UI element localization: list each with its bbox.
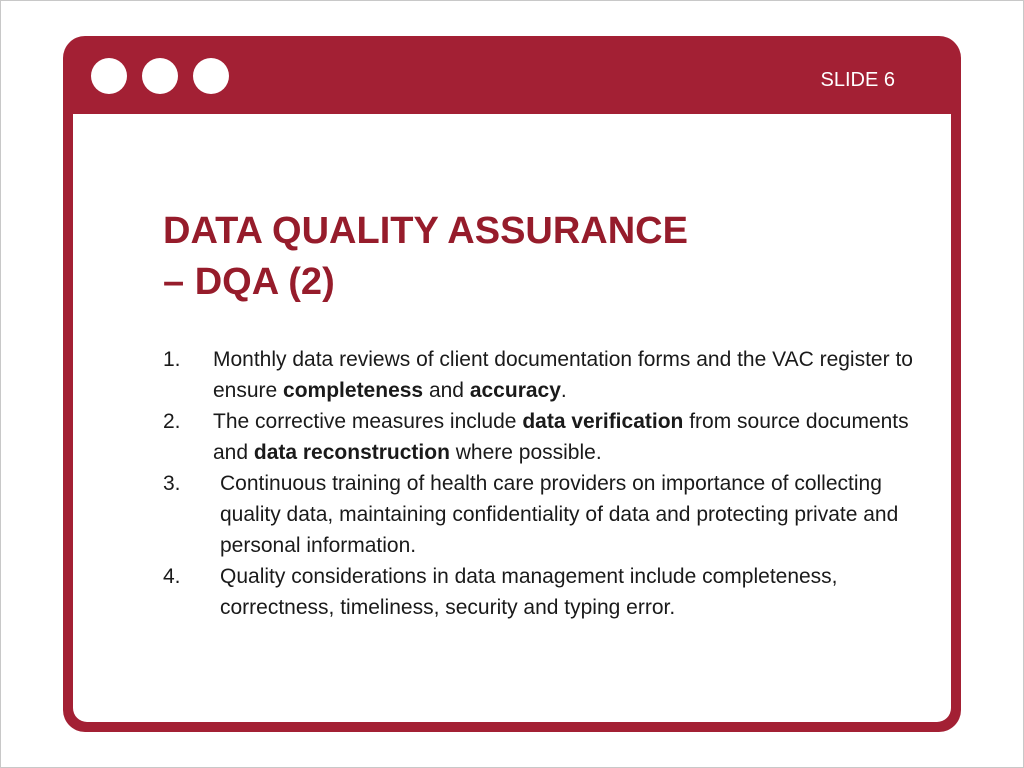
list-item-bold: data reconstruction bbox=[253, 441, 450, 464]
list-item-number: 1. bbox=[163, 348, 181, 371]
list-item-number: 3. bbox=[163, 472, 181, 495]
window-dot-icon bbox=[193, 58, 229, 94]
list-item-text: Quality considerations in data management include completeness, correctness, timeliness, security and typing error. bbox=[220, 565, 838, 619]
list-item-text: Continuous training of health care providers on importance of collecting quality data, maintaining confidentiality of data and protecting private and personal information. bbox=[220, 472, 899, 557]
list-item-text: and bbox=[423, 379, 470, 402]
list-item-text: from source documents and bbox=[213, 410, 909, 464]
slide-title-line1: DATA QUALITY ASSURANCE bbox=[163, 210, 688, 252]
list-item-text: Monthly data reviews of client documentation forms and the VAC register to ensure bbox=[213, 348, 913, 402]
list-item-text: The corrective measures include bbox=[213, 410, 523, 433]
window-dots bbox=[91, 58, 229, 94]
list-item bbox=[163, 344, 923, 406]
list-item-number: 2. bbox=[163, 410, 181, 433]
list-item-bold: data verification bbox=[522, 410, 684, 433]
list-item bbox=[163, 561, 923, 623]
list-item-number: 4. bbox=[163, 565, 181, 588]
list-item bbox=[163, 468, 923, 561]
list-item-bold: accuracy bbox=[469, 379, 561, 402]
list-item bbox=[163, 406, 923, 468]
window-dot-icon bbox=[142, 58, 178, 94]
list-item-bold: completeness bbox=[283, 379, 424, 402]
slide-title-line2: – DQA (2) bbox=[163, 261, 335, 303]
window-dot-icon bbox=[91, 58, 127, 94]
list-item-text: where possible. bbox=[449, 441, 602, 464]
list-item-text: . bbox=[560, 379, 567, 402]
slide-title bbox=[163, 206, 723, 308]
numbered-list bbox=[163, 344, 923, 623]
slide-number-label: SLIDE 6 bbox=[820, 69, 895, 91]
